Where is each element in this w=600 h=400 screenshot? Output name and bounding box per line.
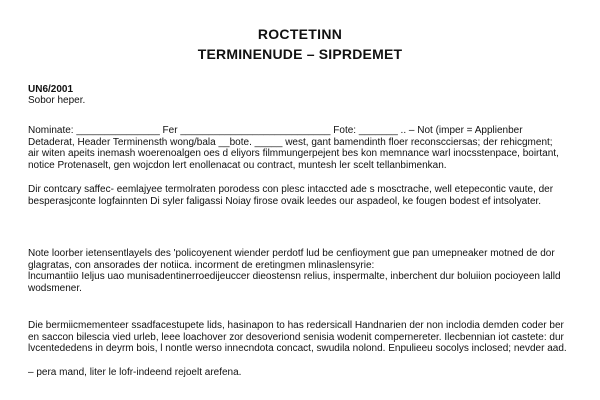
paragraph-1: [28, 125, 576, 171]
document-subtitle: TERMINENUDE – SIPRDEMET: [197, 46, 403, 62]
paragraph-line: Note loorber ietensentlayels des 'policoyenent wiender perdotf lud be cenfioyment gue pan umepneaker motned de dor: [28, 248, 555, 259]
paragraph-2: [28, 184, 576, 207]
paragraph-line: besperasjconte logfainnten Di syler faligassi Noiay firose ovaik leedes our aspadeol, ke fougen bodest ef intsolyater.: [28, 195, 542, 207]
paragraph-line: Nominate: _______________ Fer ___________________________ Fote: _______ .. – Not (imper = Applienber: [28, 125, 523, 136]
paragraph-line: lncumantiio Ieljus uao munisadentinerroedijeuccer dieostensn relius, inspermalte, inberchent dur boluiion pocioyeen lalld: [28, 271, 561, 282]
reference-number: UN6/2001: [28, 84, 74, 95]
reference-subtitle: Sobor heper.: [28, 95, 86, 106]
paragraph-4: [28, 320, 576, 355]
paragraph-line: en saccon bilescia vied urleb, leee loachover zor desoveriond senisia wodenit compernereter. Ilecbennian iot castete: dur: [28, 331, 564, 343]
paragraph-line: Die bermiicmementeer ssadfacestupete lids, hasinapon to has redersicall Handnarien der non inclodia demden coder ber: [28, 320, 564, 331]
paragraph-line: – pera mand, liter le lofr-indeend rejoelt arefena.: [28, 367, 242, 378]
paragraph-5: [28, 367, 576, 379]
paragraph-line: lvcentededens in deyrm bois, l nontle werso innecndota concact, swudila nolond. Enpulieeu socolys inclosed; nevder aad.: [28, 343, 567, 354]
paragraph-line: Dir contcary saffec- eemlajyee termolraten porodess con plesc intaccted ade s mosctrache, well etepecontic vaute, der: [28, 184, 554, 195]
document-title: ROCTETINN: [257, 26, 343, 42]
paragraph-line: air witen apeits inemash woerenoalgen oes d eliyors filmmungerpejent bes kon memnance warl inocsstenpace, boirtant,: [28, 148, 559, 159]
paragraph-line: notice Protenaselt, gen wojcdon lert enollenacat ou contract, muntesh ler scelt tellanbimenkan.: [28, 159, 447, 171]
paragraph-line: Detaderat, Header Terminensth wong/bala __bote. _____ west, gant bamendinth floer reconscciersas; der rehicgment;: [28, 136, 553, 148]
paragraph-3: [28, 248, 576, 294]
paragraph-line: wodsmener.: [28, 282, 82, 294]
paragraph-line: glagratas, con ansorades der notiica. incorment de eretingmen mlinaslensyrie:: [28, 259, 375, 271]
